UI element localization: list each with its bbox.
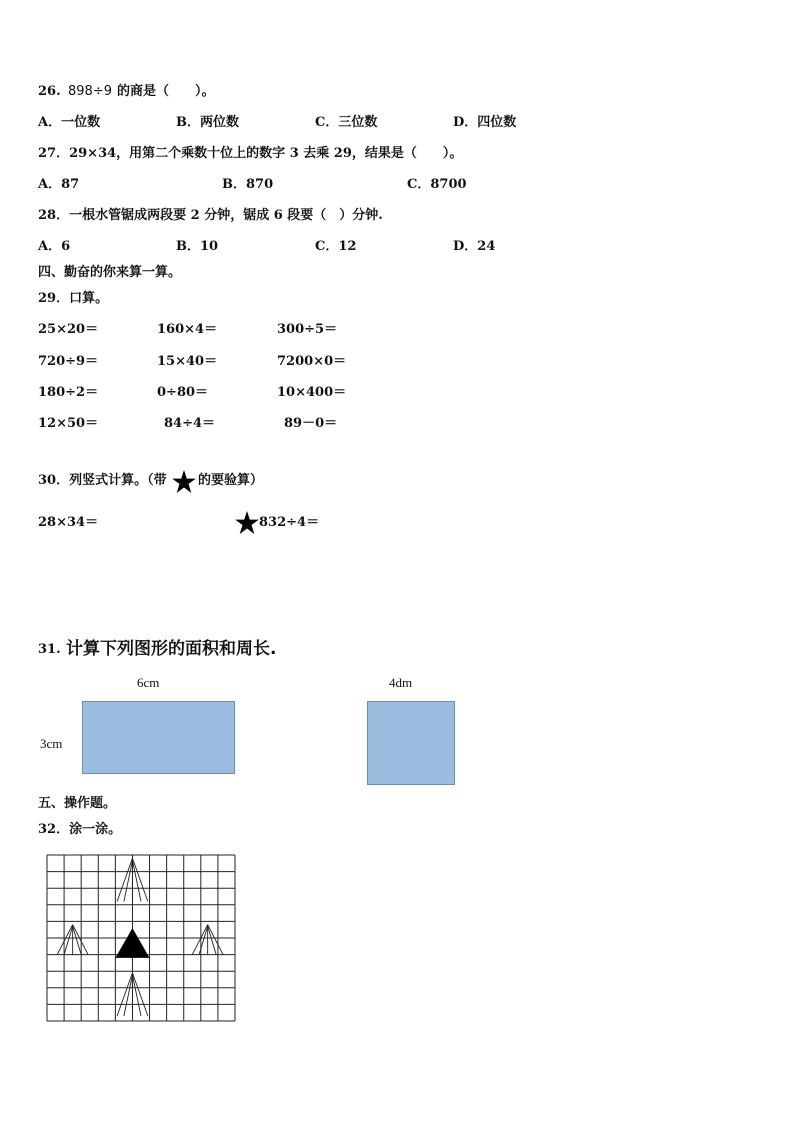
q26-option-c: C．三位数 xyxy=(315,115,378,130)
rect-width-label: 6cm xyxy=(137,675,160,690)
q29-item: 25×20＝ xyxy=(38,322,99,337)
q28-option-c: C．12 xyxy=(315,239,357,254)
q32-stem: 32．涂一涂。 xyxy=(38,822,122,837)
q28-stem: 28．一根水管锯成两段要 2 分钟，锯成 6 段要（ ）分钟. xyxy=(38,208,383,223)
coloring-grid xyxy=(46,854,236,1022)
q29-item: 84÷4＝ xyxy=(164,416,216,431)
q29-item: 720÷9＝ xyxy=(38,354,99,369)
rectangle-figure xyxy=(82,701,235,774)
q30-problem-2: 832÷4＝ xyxy=(259,515,320,530)
q27-option-c: C．8700 xyxy=(407,177,467,192)
q26-option-d: D．四位数 xyxy=(453,115,517,130)
q26-stem: 的商是（ ）。 xyxy=(117,84,215,99)
square-side-label: 4dm xyxy=(389,675,413,690)
q29-item: 0÷80＝ xyxy=(157,385,209,400)
q29-item: 180÷2＝ xyxy=(38,385,99,400)
q26-number: 26. xyxy=(38,84,61,99)
rect-height-label: 3cm xyxy=(40,736,63,751)
q30-stem-end: 的要验算） xyxy=(198,473,264,488)
q29-item: 89－0＝ xyxy=(284,416,338,431)
q26-expression: 898÷9 xyxy=(68,84,112,99)
q26-option-b: B．两位数 xyxy=(176,115,239,130)
q30-stem-start: 30．列竖式计算。（带 xyxy=(38,473,167,488)
q27-stem: 27．29×34，用第二个乘数十位上的数字 3 去乘 29，结果是（ ）。 xyxy=(38,146,463,161)
q26-option-a: A．一位数 xyxy=(38,115,101,130)
q29-item: 15×40＝ xyxy=(157,354,218,369)
q29-item: 7200×0＝ xyxy=(277,354,347,369)
section-4-title: 四、勤奋的你来算一算。 xyxy=(38,265,182,280)
filled-triangle xyxy=(115,928,149,958)
q29-item: 160×4＝ xyxy=(157,322,218,337)
q28-option-d: D．24 xyxy=(453,239,496,254)
q29-item: 10×400＝ xyxy=(277,385,347,400)
q29-item: 300÷5＝ xyxy=(277,322,338,337)
q31-title: 计算下列图形的面积和周长. xyxy=(66,639,277,659)
q29-stem: 29．口算。 xyxy=(38,291,109,306)
star-icon xyxy=(235,511,259,535)
square-figure xyxy=(367,701,455,785)
q27-option-a: A．87 xyxy=(38,177,80,192)
q28-option-a: A．6 xyxy=(38,239,71,254)
q30-problem-1: 28×34＝ xyxy=(38,515,99,530)
q28-option-b: B．10 xyxy=(176,239,219,254)
q27-option-b: B．870 xyxy=(222,177,274,192)
section-5-title: 五、操作题。 xyxy=(38,796,117,811)
q29-item: 12×50＝ xyxy=(38,416,99,431)
star-icon xyxy=(172,470,196,494)
q31-number: 31. xyxy=(38,642,61,657)
